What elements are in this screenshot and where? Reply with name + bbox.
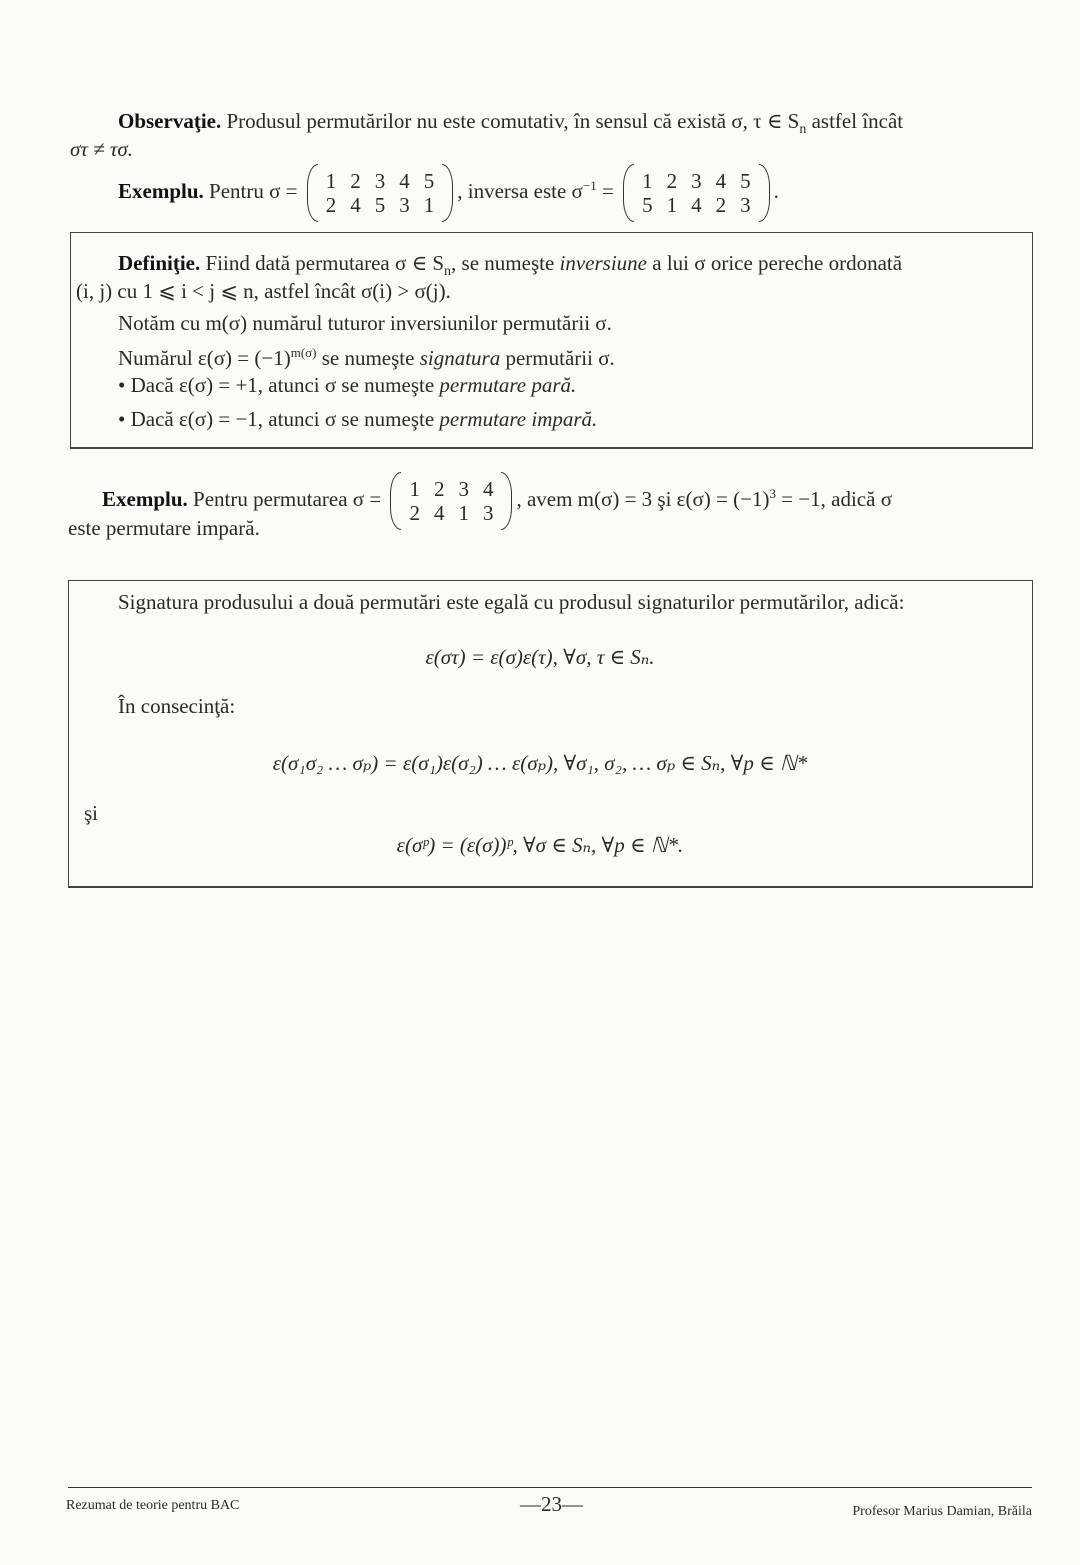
- observation-text: Produsul permutărilor nu este comutativ, în sensul că există σ, τ ∈ S: [226, 109, 800, 133]
- matrix-cell: 1: [325, 169, 337, 194]
- subscript: n: [799, 122, 807, 138]
- matrix-cell: 4: [715, 169, 727, 194]
- observation-line-1: [118, 108, 903, 143]
- matrix-cell: 5: [740, 169, 751, 194]
- term-permutare-impara: permutare impară.: [439, 407, 598, 431]
- bullet-text: • Dacă ε(σ) = +1, atunci σ se numeşte: [118, 373, 440, 397]
- definition-text: , se numeşte: [451, 251, 560, 275]
- example-text: Pentru permutarea σ =: [193, 487, 382, 511]
- theorem-statement: Signatura produsului a două permutări este egală cu produsul signaturilor permutărilor, adică:: [118, 590, 905, 614]
- footer-author: Profesor Marius Damian, Brăila: [852, 1504, 1032, 1519]
- term-permutare-para: permutare pară.: [439, 373, 577, 397]
- bullet-even: [118, 372, 576, 398]
- bullet-odd: [118, 406, 597, 432]
- definition-text: permutării σ.: [500, 346, 615, 370]
- matrix-cell: 2: [409, 501, 420, 526]
- definition-label: Definiţie.: [118, 251, 201, 275]
- definition-line-1: Definiţie. Fiind dată permutarea σ ∈ $S_n$, se numeşte inversiune a lui σ orice pereche ordonată: [118, 251, 903, 280]
- matrix-cell: 3: [740, 193, 751, 218]
- footer-left: Rezumat de teorie pentru BAC: [66, 1498, 240, 1513]
- matrix-cell: 4: [350, 193, 361, 218]
- matrix-cell: 4: [691, 193, 702, 218]
- matrix-cell: 4: [399, 169, 410, 194]
- formula-product-signature: ε(στ) = ε(σ)ε(τ), ∀σ, τ ∈ Sₙ.: [425, 645, 655, 669]
- example-1: [118, 158, 779, 222]
- matrix-cell: 4: [482, 477, 494, 502]
- formula-general-product: ε(σ₁σ₂ … σₚ) = ε(σ₁)ε(σ₂) … ε(σₚ), ∀σ₁, σ₂, … σₚ ∈ Sₙ, ∀p ∈ ℕ*: [272, 751, 808, 775]
- example-2-line-2: este permutare impară.: [68, 516, 260, 540]
- superscript: 3: [769, 486, 776, 501]
- term-signatura: signatura: [419, 346, 501, 370]
- footer-rule: [68, 1487, 1032, 1488]
- definition-line-3: Notăm cu m(σ) numărul tuturor inversiunilor permutării σ.: [118, 311, 612, 335]
- matrix-cell: 2: [666, 169, 678, 194]
- matrix-cell: 4: [433, 501, 445, 526]
- definition-line-4: [118, 340, 615, 371]
- matrix-cell: 3: [482, 501, 494, 526]
- permutation-matrix: [390, 472, 512, 530]
- example-text: = −1, adică σ: [775, 487, 893, 511]
- example-text: , inversa este σ: [457, 179, 583, 203]
- matrix-cell: 1: [423, 193, 435, 218]
- example-text: Pentru σ =: [209, 179, 298, 203]
- superscript: −1: [582, 178, 597, 193]
- matrix-cell: 2: [433, 477, 445, 502]
- term-inversiune: inversiune: [559, 251, 648, 275]
- matrix-cell: 5: [423, 169, 435, 194]
- observation-label: Observaţie.: [118, 109, 222, 133]
- definition-line-2: (i, j) cu 1 ⩽ i < j ⩽ n, astfel încât σ(i) > σ(j).: [76, 279, 451, 303]
- matrix-cell: 5: [642, 193, 653, 218]
- observation-text-end: astfel încât: [806, 109, 904, 133]
- formula-power: ε(σᵖ) = (ε(σ))ᵖ, ∀σ ∈ Sₙ, ∀p ∈ ℕ*.: [396, 833, 684, 857]
- example-text: .: [773, 179, 779, 203]
- observation-line-2: στ ≠ τσ.: [70, 137, 134, 161]
- definition-text: Numărul ε(σ) = (−1): [118, 346, 291, 370]
- inverse-matrix: [623, 164, 770, 222]
- matrix-cell: 1: [642, 169, 653, 194]
- matrix-cell: 5: [374, 193, 386, 218]
- definition-text: a lui σ orice pereche ordonată: [647, 251, 903, 275]
- and-label: şi: [84, 801, 99, 825]
- consequence-label: În consecinţă:: [118, 694, 236, 718]
- matrix-cell: 3: [374, 169, 386, 194]
- definition-text: se numeşte: [316, 346, 420, 370]
- matrix-cell: 3: [458, 477, 469, 502]
- example-label: Exemplu.: [102, 487, 188, 511]
- example-text: , avem m(σ) = 3 şi ε(σ) = (−1): [516, 487, 770, 511]
- matrix-cell: 1: [409, 477, 420, 502]
- definition-text: Fiind dată permutarea σ ∈ S: [205, 251, 445, 275]
- matrix-cell: 1: [666, 193, 678, 218]
- matrix-cell: 2: [715, 193, 727, 218]
- sigma-matrix: [307, 164, 454, 222]
- matrix-cell: 2: [350, 169, 361, 194]
- matrix-cell: 2: [325, 193, 337, 218]
- matrix-cell: 3: [399, 193, 410, 218]
- page-number: —23—: [520, 1492, 583, 1516]
- superscript: m(σ): [290, 345, 317, 360]
- example-label: Exemplu.: [118, 179, 204, 203]
- example-text: =: [596, 179, 614, 203]
- matrix-cell: 1: [458, 501, 469, 526]
- matrix-cell: 3: [691, 169, 702, 194]
- bullet-text: • Dacă ε(σ) = −1, atunci σ se numeşte: [118, 407, 440, 431]
